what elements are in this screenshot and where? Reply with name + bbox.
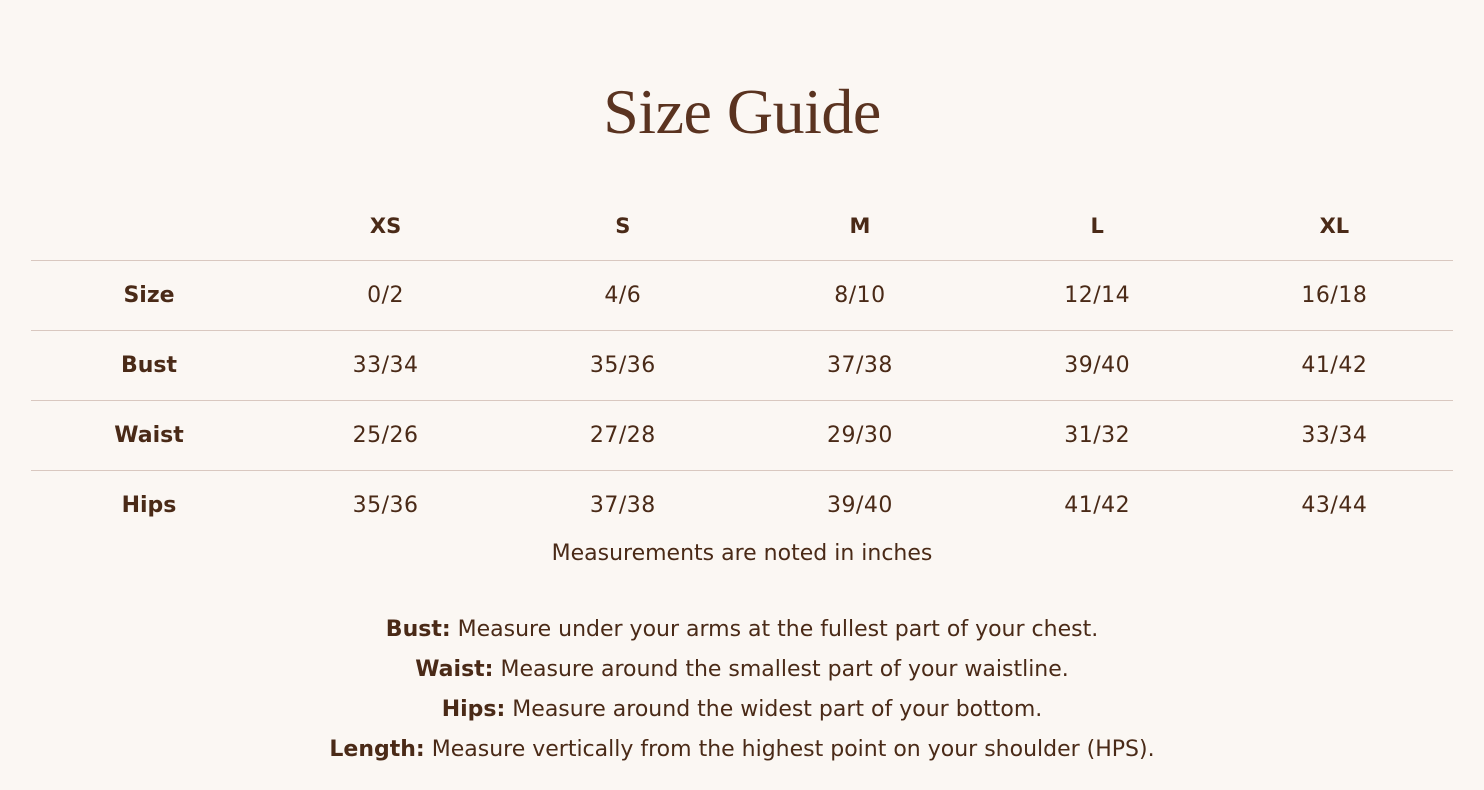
- row-label: Hips: [121, 493, 177, 518]
- table-cell: 33/34: [1301, 423, 1368, 448]
- row-label: Size: [123, 283, 175, 308]
- table-cell: 0/2: [367, 283, 405, 308]
- measurement-note: Measurements are noted in inches: [551, 541, 933, 566]
- header-empty-cell: [31, 192, 267, 261]
- instruction-text: Measure around the widest part of your bottom.: [505, 697, 1043, 722]
- table-row-bust: [31, 331, 1453, 401]
- instruction-term: Hips:: [441, 697, 506, 722]
- instruction-text: Measure under your arms at the fullest part of your chest.: [450, 617, 1099, 642]
- instruction-bust: [0, 612, 1484, 652]
- row-label: Bust: [120, 353, 178, 378]
- table-cell: 16/18: [1301, 283, 1368, 308]
- table-cell: 37/38: [589, 493, 656, 518]
- table-row-hips: [31, 471, 1453, 541]
- header-size-s: S: [504, 192, 741, 261]
- table-cell: 12/14: [1064, 283, 1131, 308]
- size-table: [31, 192, 1453, 540]
- table-row-size: [31, 261, 1453, 331]
- instruction-waist: [0, 652, 1484, 692]
- instruction-length: [0, 732, 1484, 772]
- instruction-term: Bust:: [385, 617, 451, 642]
- table-cell: 35/36: [589, 353, 656, 378]
- instruction-term: Waist:: [415, 657, 494, 682]
- table-cell: 8/10: [834, 283, 886, 308]
- measurement-instructions: [0, 612, 1484, 772]
- header-size-m: M: [741, 192, 978, 261]
- table-cell: 29/30: [827, 423, 893, 448]
- header-size-xl: XL: [1216, 192, 1453, 261]
- table-cell: 41/42: [1301, 353, 1368, 378]
- instruction-term: Length:: [329, 737, 425, 762]
- header-size-xs: XS: [267, 192, 504, 261]
- instruction-text: Measure vertically from the highest point on your shoulder (HPS).: [424, 737, 1155, 762]
- row-label: Waist: [114, 423, 184, 448]
- table-cell: 4/6: [604, 283, 642, 308]
- header-size-l: L: [979, 192, 1216, 261]
- table-cell: 39/40: [827, 493, 893, 518]
- table-cell: 27/28: [589, 423, 656, 448]
- instruction-text: Measure around the smallest part of your waistline.: [493, 657, 1069, 682]
- instruction-hips: [0, 692, 1484, 732]
- table-row-waist: [31, 401, 1453, 471]
- table-cell: 33/34: [352, 353, 419, 378]
- table-cell: 43/44: [1301, 493, 1368, 518]
- table-cell: 41/42: [1064, 493, 1131, 518]
- table-cell: 35/36: [352, 493, 419, 518]
- table-cell: 25/26: [352, 423, 419, 448]
- table-cell: 31/32: [1064, 423, 1131, 448]
- table-cell: 39/40: [1064, 353, 1131, 378]
- table-header-row: [31, 192, 1453, 261]
- page-title: Size Guide: [603, 76, 881, 147]
- table-cell: 37/38: [827, 353, 893, 378]
